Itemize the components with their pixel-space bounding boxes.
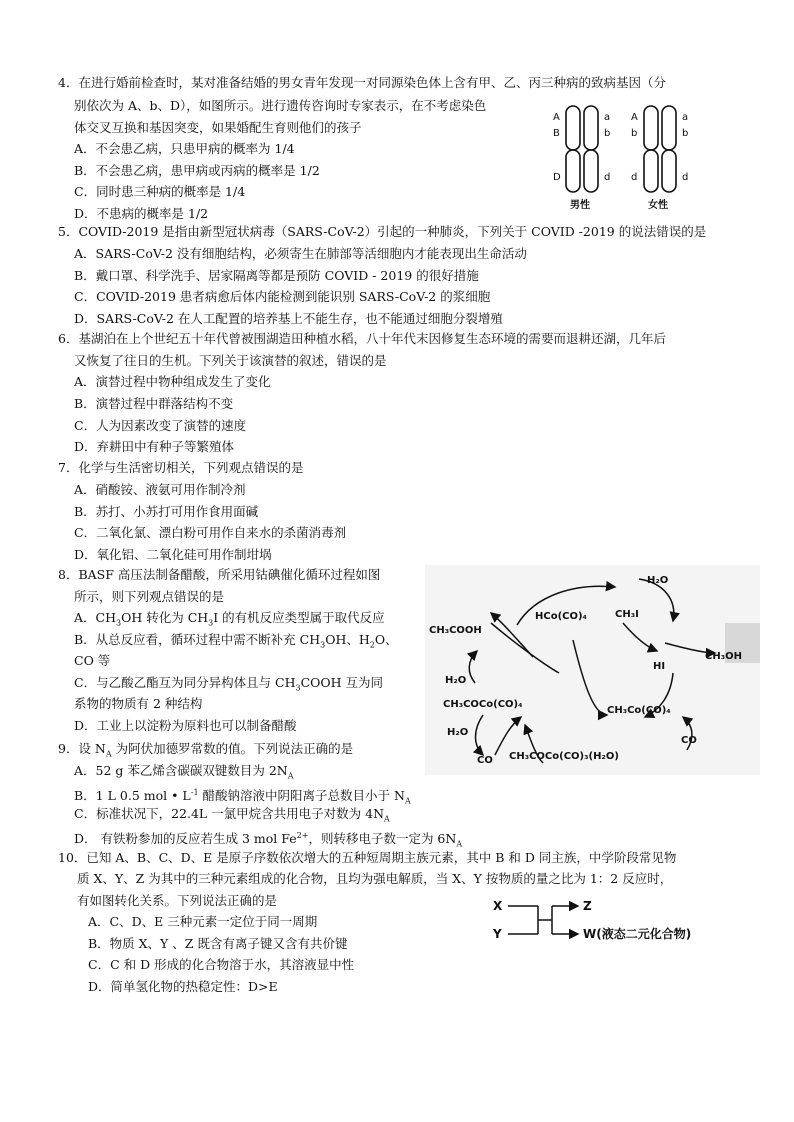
- q4-line3: 体交叉互换和基因突变，如果婚配生育则他们的孩子: [74, 120, 362, 135]
- q8-line1: 8．BASF 高压法制备醋酸，所采用钴碘催化循环过程如图: [58, 567, 381, 582]
- male-label: 男性: [570, 200, 590, 211]
- q9-option-c: C．标准状况下，22.4L 一氯甲烷含共用电子对数为 $4N_A$: [74, 806, 390, 824]
- node-y: Y: [493, 927, 502, 941]
- q5-line1: 5．COVID-2019 是指由新型冠状病毒（SARS-CoV-2）引起的一种肺炎，下列关于 COVID -2019 的说法错误的是: [58, 224, 707, 239]
- q6-option-b: B．演替过程中群落结构不变: [74, 396, 234, 411]
- q4-option-c: C．同时患三种病的概率是 1/4: [74, 184, 246, 199]
- q8-option-d: D．工业上以淀粉为原料也可以制备醋酸: [74, 718, 297, 733]
- q6-line2: 又恢复了往日的生机。下列关于该演替的叙述，错误的是: [74, 353, 387, 368]
- q4-line2: 别依次为 A、b、D），如图所示。进行遗传咨询时专家表示，在不考虑染色: [74, 98, 487, 113]
- node-w: W(液态二元化合物): [583, 927, 692, 941]
- q9-option-d: D． 有铁粉参加的反应若生成 3 mol $Fe^{2+}$，则转移电子数一定为 $6N_A$: [74, 831, 463, 849]
- q10-line2: 质 X、Y、Z 为其中的三种元素组成的化合物，且均为强电解质，当 X、Y 按物质的量之比为 1：2 反应时，: [77, 871, 673, 886]
- q7-option-b: B．苏打、小苏打可用作食用面碱: [74, 504, 259, 519]
- female-gene-right-1: a: [682, 112, 689, 123]
- q9-option-a: A．52 g 苯乙烯含碳碳双键数目为 $2N_A$: [74, 763, 294, 781]
- q4-option-d: D．不患病的概率是 1/2: [74, 206, 209, 221]
- female-gene-right-2: b: [682, 128, 689, 139]
- male-gene-right-1: a: [604, 112, 611, 123]
- conversion-diagram: [490, 892, 720, 952]
- label-h2o-left: H₂O: [445, 675, 467, 686]
- female-gene-left-3: d: [631, 172, 638, 183]
- q6-option-d: D．弃耕田中有种子等繁殖体: [74, 439, 235, 454]
- q10-option-b: B．物质 X、Y 、Z 既含有离子键又含有共价键: [88, 936, 348, 951]
- male-gene-left-3: D: [553, 172, 561, 183]
- q7-line1: 7．化学与生活密切相关，下列观点错误的是: [58, 460, 304, 475]
- label-ch3cooh: CH₃COOH: [429, 625, 482, 636]
- female-gene-left-2: b: [631, 128, 638, 139]
- q6-line1: 6．基湖泊在上个世纪五十年代曾被围湖造田种植水稻，八十年代末因修复生态环境的需要而退耕还湖，几年后: [58, 331, 666, 346]
- node-z: Z: [583, 899, 592, 913]
- male-gene-left-2: B: [553, 128, 560, 139]
- q6-option-c: C．人为因素改变了演替的速度: [74, 418, 247, 433]
- q10-option-d: D．简单氢化物的热稳定性：D>E: [88, 979, 278, 994]
- q8-line2: 所示，则下列观点错误的是: [74, 589, 225, 604]
- q5-option-d: D．SARS-CoV-2 在人工配置的培养基上不能生存，也不能通过细胞分裂增殖: [74, 311, 503, 326]
- q8-option-b: B．从总反应看，循环过程中需不断补充 $CH_3OH$、$H_2O$、: [74, 632, 398, 650]
- label-hco: HCo(CO)₄: [535, 611, 587, 622]
- label-ch3cocoh2o: CH₃COCo(CO)₃(H₂O): [509, 751, 619, 762]
- chromosome-figure: [548, 100, 708, 215]
- q8-option-c: C．与乙酸乙酯互为同分异构体且与 $CH_3COOH$ 互为同: [74, 675, 384, 693]
- q4-option-a: A．不会患乙病，只患甲病的概率为 1/4: [74, 141, 295, 156]
- q5-option-b: B．戴口罩、科学洗手、居家隔离等都是预防 COVID - 2019 的很好措施: [74, 268, 479, 283]
- label-h2o-bottom: H₂O: [447, 727, 469, 738]
- q7-option-a: A．硝酸铵、液氨可用作制冷剂: [74, 482, 246, 497]
- label-hi: HI: [653, 661, 666, 672]
- catalytic-cycle-diagram: [425, 565, 760, 775]
- female-gene-right-3: d: [682, 172, 689, 183]
- label-co-right: CO: [681, 735, 697, 746]
- q10-option-c: C．C 和 D 形成的化合物溶于水，其溶液显中性: [88, 957, 355, 972]
- label-ch3oh: CH₃OH: [705, 651, 742, 662]
- male-gene-right-3: d: [604, 172, 611, 183]
- q4-option-b: B．不会患乙病，患甲病或丙病的概率是 1/2: [74, 163, 320, 178]
- node-x: X: [493, 899, 503, 913]
- q10-line3: 有如图转化关系。下列说法正确的是: [77, 893, 278, 908]
- q4-line1: 4．在进行婚前检查时，某对准备结婚的男女青年发现一对同源染色体上含有甲、乙、丙三种病的致病基因（分: [58, 75, 666, 90]
- female-gene-left-1: A: [631, 112, 638, 123]
- label-ch3co: CH₃Co(CO)₄: [607, 705, 671, 716]
- q8-option-c-cont: 系物的物质有 2 种结构: [74, 696, 203, 711]
- label-co-left: CO: [477, 755, 493, 766]
- q8-option-b-cont: CO 等: [74, 653, 111, 668]
- q10-line1: 10．已知 A、B、C、D、E 是原子序数依次增大的五种短周期主族元素，其中 B 和 D 同主族，中学阶段常见物: [58, 850, 677, 865]
- q5-option-c: C．COVID-2019 患者病愈后体内能检测到能识别 SARS-CoV-2 的浆细胞: [74, 289, 491, 304]
- q7-option-d: D．氧化铝、二氧化硅可用作制坩埚: [74, 547, 272, 562]
- label-ch3i: CH₃I: [615, 609, 639, 620]
- label-h2o-top: H₂O: [647, 575, 669, 586]
- q5-option-a: A．SARS-CoV-2 没有细胞结构，必须寄生在肺部等活细胞内才能表现出生命活动: [74, 246, 527, 261]
- female-label: 女性: [648, 200, 668, 211]
- male-gene-left-1: A: [553, 112, 560, 123]
- q9-option-b: B．1 L 0.5 mol • $L^{-1}$ 醋酸钠溶液中阴阳离子总数目小于 $N_A$: [74, 788, 411, 806]
- q7-option-c: C．二氧化氯、漂白粉可用作自来水的杀菌消毒剂: [74, 525, 347, 540]
- q9-line1: 9．设 $N_A$ 为阿伏加德罗常数的值。下列说法正确的是: [58, 741, 354, 759]
- q8-option-a: A．$CH_3OH$ 转化为 $CH_3I$ 的有机反应类型属于取代反应: [74, 610, 385, 628]
- label-ch3coco: CH₃COCo(CO)₄: [443, 699, 523, 710]
- male-gene-right-2: b: [604, 128, 611, 139]
- q6-option-a: A．演替过程中物种组成发生了变化: [74, 374, 271, 389]
- q10-option-a: A．C、D、E 三种元素一定位于同一周期: [88, 914, 318, 929]
